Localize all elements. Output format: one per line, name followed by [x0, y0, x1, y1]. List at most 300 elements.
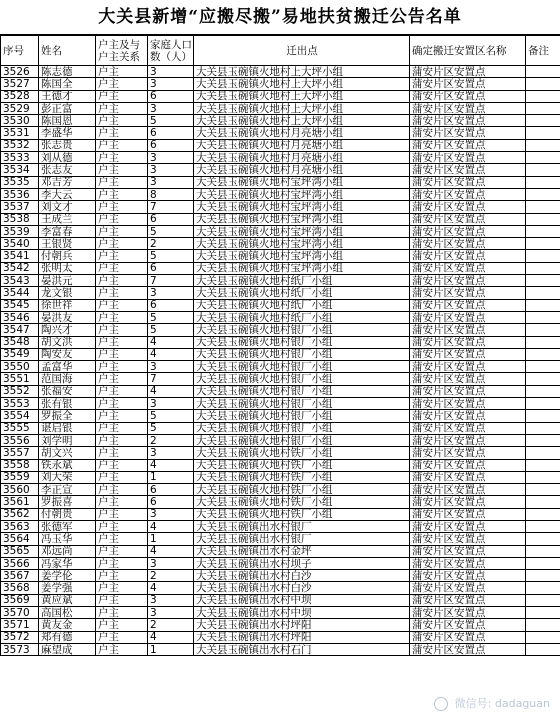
- cell-name: 孟富华: [39, 361, 96, 373]
- cell-family-size: 3: [148, 557, 194, 569]
- cell-family-size: 2: [148, 570, 194, 582]
- cell-relation: 户主: [96, 311, 148, 323]
- cell-family-size: 3: [148, 361, 194, 373]
- cell-remarks: [526, 447, 560, 459]
- cell-destination: 蒲安片区安置点: [410, 594, 526, 606]
- table-header: [1, 36, 560, 66]
- table-row: [1, 385, 560, 397]
- cell-name: 谌启银: [39, 422, 96, 434]
- table-row: [1, 594, 560, 606]
- cell-family-size: 2: [148, 238, 194, 250]
- cell-remarks: [526, 520, 560, 532]
- cell-name: 彭正富: [39, 102, 96, 114]
- cell-origin: 大关县玉碗镇火地村银厂小组: [194, 385, 410, 397]
- cell-remarks: [526, 631, 560, 643]
- cell-family-size: 6: [148, 90, 194, 102]
- cell-family-size: 4: [148, 631, 194, 643]
- cell-remarks: [526, 299, 560, 311]
- table-row: [1, 287, 560, 299]
- cell-relation: 户主: [96, 508, 148, 520]
- cell-name: 郑有德: [39, 631, 96, 643]
- table-row: [1, 348, 560, 360]
- cell-destination: 蒲安片区安置点: [410, 299, 526, 311]
- cell-family-size: 5: [148, 250, 194, 262]
- cell-remarks: [526, 311, 560, 323]
- col-header-remarks: 备注: [526, 36, 560, 66]
- cell-name: 付朝贵: [39, 508, 96, 520]
- cell-family-size: 3: [148, 398, 194, 410]
- cell-relation: 户主: [96, 336, 148, 348]
- cell-origin: 大关县玉碗镇火地村上大坪小组: [194, 90, 410, 102]
- cell-destination: 蒲安片区安置点: [410, 176, 526, 188]
- cell-relation: 户主: [96, 66, 148, 78]
- cell-destination: 蒲安片区安置点: [410, 582, 526, 594]
- cell-origin: 大关县玉碗镇火地村铁厂小组: [194, 496, 410, 508]
- cell-name: 姜学伦: [39, 570, 96, 582]
- cell-index: 3566: [1, 557, 39, 569]
- table-row: [1, 66, 560, 78]
- col-header-family-size: 家庭人口数（人）: [148, 36, 194, 66]
- cell-destination: 蒲安片区安置点: [410, 570, 526, 582]
- cell-destination: 蒲安片区安置点: [410, 348, 526, 360]
- cell-index: 3540: [1, 238, 39, 250]
- cell-index: 3528: [1, 90, 39, 102]
- cell-relation: 户主: [96, 459, 148, 471]
- cell-destination: 蒲安片区安置点: [410, 250, 526, 262]
- cell-index: 3551: [1, 373, 39, 385]
- cell-origin: 大关县玉碗镇火地村铁厂小组: [194, 459, 410, 471]
- cell-relation: 户主: [96, 102, 148, 114]
- cell-relation: 户主: [96, 631, 148, 643]
- cell-index: 3568: [1, 582, 39, 594]
- cell-name: 张有银: [39, 398, 96, 410]
- cell-remarks: [526, 533, 560, 545]
- cell-destination: 蒲安片区安置点: [410, 471, 526, 483]
- cell-destination: 蒲安片区安置点: [410, 287, 526, 299]
- cell-name: 李盛华: [39, 127, 96, 139]
- cell-origin: 大关县玉碗镇火地村银厂小组: [194, 373, 410, 385]
- table-row: [1, 201, 560, 213]
- cell-origin: 大关县玉碗镇火地村铁厂小组: [194, 447, 410, 459]
- cell-name: 李正宣: [39, 484, 96, 496]
- cell-family-size: 5: [148, 311, 194, 323]
- table-row: [1, 188, 560, 200]
- cell-remarks: [526, 361, 560, 373]
- cell-remarks: [526, 582, 560, 594]
- cell-remarks: [526, 336, 560, 348]
- cell-name: 陈国恩: [39, 115, 96, 127]
- cell-destination: 蒲安片区安置点: [410, 373, 526, 385]
- cell-relation: 户主: [96, 496, 148, 508]
- cell-index: 3549: [1, 348, 39, 360]
- cell-index: 3557: [1, 447, 39, 459]
- cell-destination: 蒲安片区安置点: [410, 102, 526, 114]
- cell-name: 王银贤: [39, 238, 96, 250]
- cell-origin: 大关县玉碗镇火地村铁厂小组: [194, 471, 410, 483]
- cell-origin: 大关县玉碗镇火地村宝坪湾小组: [194, 201, 410, 213]
- cell-family-size: 7: [148, 275, 194, 287]
- cell-origin: 大关县玉碗镇火地村上大坪小组: [194, 66, 410, 78]
- cell-name: 黄应斌: [39, 594, 96, 606]
- cell-destination: 蒲安片区安置点: [410, 336, 526, 348]
- cell-origin: 大关县玉碗镇火地村铁厂小组: [194, 484, 410, 496]
- cell-remarks: [526, 324, 560, 336]
- cell-relation: 户主: [96, 90, 148, 102]
- cell-origin: 大关县玉碗镇火地村银厂小组: [194, 324, 410, 336]
- cell-destination: 蒲安片区安置点: [410, 447, 526, 459]
- cell-remarks: [526, 594, 560, 606]
- cell-remarks: [526, 348, 560, 360]
- cell-family-size: 7: [148, 201, 194, 213]
- cell-name: 晏洪元: [39, 275, 96, 287]
- cell-name: 罗振全: [39, 410, 96, 422]
- table-row: [1, 434, 560, 446]
- col-header-index: 序号: [1, 36, 39, 66]
- table-row: [1, 373, 560, 385]
- cell-name: 黄友金: [39, 619, 96, 631]
- cell-relation: 户主: [96, 225, 148, 237]
- cell-remarks: [526, 201, 560, 213]
- cell-relation: 户主: [96, 422, 148, 434]
- cell-remarks: [526, 164, 560, 176]
- cell-index: 3556: [1, 434, 39, 446]
- watermark-text: 微信号: dadaguan: [454, 697, 550, 710]
- watermark: [434, 695, 550, 711]
- cell-destination: 蒲安片区安置点: [410, 557, 526, 569]
- cell-index: 3542: [1, 262, 39, 274]
- cell-family-size: 3: [148, 66, 194, 78]
- cell-family-size: 4: [148, 520, 194, 532]
- cell-family-size: 3: [148, 287, 194, 299]
- cell-destination: 蒲安片区安置点: [410, 631, 526, 643]
- cell-destination: 蒲安片区安置点: [410, 78, 526, 90]
- cell-origin: 大关县玉碗镇火地村宝坪湾小组: [194, 176, 410, 188]
- cell-origin: 大关县玉碗镇出水村中坝: [194, 607, 410, 619]
- cell-relation: 户主: [96, 299, 148, 311]
- cell-origin: 大关县玉碗镇出水村银厂: [194, 520, 410, 532]
- cell-destination: 蒲安片区安置点: [410, 422, 526, 434]
- cell-index: 3564: [1, 533, 39, 545]
- cell-index: 3529: [1, 102, 39, 114]
- cell-origin: 大关县玉碗镇火地村纸厂小组: [194, 311, 410, 323]
- table-row: [1, 422, 560, 434]
- table-row: [1, 311, 560, 323]
- col-header-origin: 迁出点: [194, 36, 410, 66]
- table-row: [1, 496, 560, 508]
- cell-relation: 户主: [96, 619, 148, 631]
- cell-relation: 户主: [96, 398, 148, 410]
- cell-origin: 大关县玉碗镇火地村纸厂小组: [194, 275, 410, 287]
- cell-index: 3554: [1, 410, 39, 422]
- cell-index: 3548: [1, 336, 39, 348]
- table-row: [1, 225, 560, 237]
- cell-remarks: [526, 496, 560, 508]
- cell-destination: 蒲安片区安置点: [410, 607, 526, 619]
- table-row: [1, 152, 560, 164]
- cell-name: 高国松: [39, 607, 96, 619]
- cell-remarks: [526, 471, 560, 483]
- cell-origin: 大关县玉碗镇火地村银厂小组: [194, 336, 410, 348]
- cell-name: 付朝兵: [39, 250, 96, 262]
- table-row: [1, 102, 560, 114]
- cell-name: 刘大荣: [39, 471, 96, 483]
- cell-remarks: [526, 213, 560, 225]
- cell-origin: 大关县玉碗镇火地村纸厂小组: [194, 287, 410, 299]
- col-header-relation: 户主及与户主关系: [96, 36, 148, 66]
- cell-origin: 大关县玉碗镇火地村铁厂小组: [194, 508, 410, 520]
- cell-index: 3535: [1, 176, 39, 188]
- cell-name: 邓吉芳: [39, 176, 96, 188]
- cell-index: 3532: [1, 139, 39, 151]
- cell-index: 3569: [1, 594, 39, 606]
- cell-family-size: 6: [148, 139, 194, 151]
- cell-destination: 蒲安片区安置点: [410, 90, 526, 102]
- cell-relation: 户主: [96, 361, 148, 373]
- table-row: [1, 78, 560, 90]
- cell-name: 张志贵: [39, 139, 96, 151]
- cell-relation: 户主: [96, 78, 148, 90]
- cell-destination: 蒲安片区安置点: [410, 275, 526, 287]
- cell-origin: 大关县玉碗镇火地村宝坪湾小组: [194, 262, 410, 274]
- cell-family-size: 6: [148, 262, 194, 274]
- cell-family-size: 4: [148, 336, 194, 348]
- table-row: [1, 582, 560, 594]
- cell-relation: 户主: [96, 434, 148, 446]
- cell-relation: 户主: [96, 607, 148, 619]
- table-row: [1, 643, 560, 655]
- cell-index: 3552: [1, 385, 39, 397]
- cell-origin: 大关县玉碗镇火地村月亮塘小组: [194, 127, 410, 139]
- page-title: 大关县新增“应搬尽搬”易地扶贫搬迁公告名单: [0, 0, 560, 35]
- cell-family-size: 7: [148, 373, 194, 385]
- cell-remarks: [526, 127, 560, 139]
- cell-name: 冯玉华: [39, 533, 96, 545]
- table-row: [1, 299, 560, 311]
- cell-origin: 大关县玉碗镇火地村宝坪湾小组: [194, 250, 410, 262]
- table-row: [1, 471, 560, 483]
- cell-family-size: 6: [148, 213, 194, 225]
- cell-name: 范国海: [39, 373, 96, 385]
- table-row: [1, 570, 560, 582]
- cell-index: 3567: [1, 570, 39, 582]
- table-row: [1, 459, 560, 471]
- cell-destination: 蒲安片区安置点: [410, 459, 526, 471]
- cell-origin: 大关县玉碗镇火地村上大坪小组: [194, 102, 410, 114]
- table-row: [1, 533, 560, 545]
- cell-name: 刘从德: [39, 152, 96, 164]
- cell-name: 罗振喜: [39, 496, 96, 508]
- table-row: [1, 127, 560, 139]
- cell-remarks: [526, 188, 560, 200]
- table-row: [1, 90, 560, 102]
- cell-relation: 户主: [96, 115, 148, 127]
- cell-name: 张福安: [39, 385, 96, 397]
- cell-relation: 户主: [96, 213, 148, 225]
- cell-family-size: 4: [148, 459, 194, 471]
- cell-index: 3553: [1, 398, 39, 410]
- cell-index: 3545: [1, 299, 39, 311]
- cell-index: 3536: [1, 188, 39, 200]
- cell-remarks: [526, 607, 560, 619]
- cell-destination: 蒲安片区安置点: [410, 164, 526, 176]
- cell-remarks: [526, 225, 560, 237]
- cell-index: 3534: [1, 164, 39, 176]
- cell-name: 姜学强: [39, 582, 96, 594]
- cell-relation: 户主: [96, 545, 148, 557]
- cell-remarks: [526, 434, 560, 446]
- cell-destination: 蒲安片区安置点: [410, 434, 526, 446]
- cell-name: 陶安友: [39, 348, 96, 360]
- cell-relation: 户主: [96, 238, 148, 250]
- cell-origin: 大关县玉碗镇火地村银厂小组: [194, 434, 410, 446]
- cell-origin: 大关县玉碗镇火地村月亮塘小组: [194, 152, 410, 164]
- cell-remarks: [526, 385, 560, 397]
- cell-name: 张明太: [39, 262, 96, 274]
- cell-origin: 大关县玉碗镇火地村宝坪湾小组: [194, 188, 410, 200]
- cell-destination: 蒲安片区安置点: [410, 496, 526, 508]
- cell-relation: 户主: [96, 410, 148, 422]
- table-row: [1, 520, 560, 532]
- cell-remarks: [526, 66, 560, 78]
- cell-origin: 大关县玉碗镇出水村坪阳: [194, 619, 410, 631]
- cell-index: 3546: [1, 311, 39, 323]
- cell-destination: 蒲安片区安置点: [410, 361, 526, 373]
- cell-destination: 蒲安片区安置点: [410, 213, 526, 225]
- cell-family-size: 3: [148, 447, 194, 459]
- cell-relation: 户主: [96, 348, 148, 360]
- cell-index: 3559: [1, 471, 39, 483]
- cell-destination: 蒲安片区安置点: [410, 115, 526, 127]
- cell-index: 3555: [1, 422, 39, 434]
- cell-family-size: 2: [148, 434, 194, 446]
- cell-name: 龙文银: [39, 287, 96, 299]
- table-row: [1, 164, 560, 176]
- cell-name: 铁永斌: [39, 459, 96, 471]
- cell-index: 3558: [1, 459, 39, 471]
- wechat-icon: [434, 697, 448, 711]
- cell-index: 3537: [1, 201, 39, 213]
- table-row: [1, 557, 560, 569]
- cell-remarks: [526, 139, 560, 151]
- cell-destination: 蒲安片区安置点: [410, 324, 526, 336]
- cell-destination: 蒲安片区安置点: [410, 410, 526, 422]
- cell-family-size: 4: [148, 545, 194, 557]
- cell-index: 3530: [1, 115, 39, 127]
- cell-remarks: [526, 275, 560, 287]
- table-row: [1, 238, 560, 250]
- cell-name: 邓远尚: [39, 545, 96, 557]
- cell-destination: 蒲安片区安置点: [410, 533, 526, 545]
- cell-relation: 户主: [96, 139, 148, 151]
- cell-index: 3560: [1, 484, 39, 496]
- cell-family-size: 5: [148, 115, 194, 127]
- cell-remarks: [526, 152, 560, 164]
- cell-remarks: [526, 545, 560, 557]
- table-row: [1, 361, 560, 373]
- cell-family-size: 5: [148, 410, 194, 422]
- cell-remarks: [526, 484, 560, 496]
- cell-remarks: [526, 398, 560, 410]
- cell-origin: 大关县玉碗镇火地村宝坪湾小组: [194, 225, 410, 237]
- cell-origin: 大关县玉碗镇火地村上大坪小组: [194, 115, 410, 127]
- cell-family-size: 1: [148, 533, 194, 545]
- cell-destination: 蒲安片区安置点: [410, 201, 526, 213]
- cell-family-size: 2: [148, 619, 194, 631]
- cell-origin: 大关县玉碗镇出水村白沙: [194, 570, 410, 582]
- cell-relation: 户主: [96, 582, 148, 594]
- cell-destination: 蒲安片区安置点: [410, 643, 526, 655]
- cell-remarks: [526, 373, 560, 385]
- cell-relation: 户主: [96, 164, 148, 176]
- cell-origin: 大关县玉碗镇火地村月亮塘小组: [194, 139, 410, 151]
- cell-destination: 蒲安片区安置点: [410, 545, 526, 557]
- cell-remarks: [526, 508, 560, 520]
- col-header-destination: 确定搬迁安置区名称: [410, 36, 526, 66]
- cell-destination: 蒲安片区安置点: [410, 139, 526, 151]
- cell-family-size: 4: [148, 582, 194, 594]
- cell-destination: 蒲安片区安置点: [410, 225, 526, 237]
- cell-relation: 户主: [96, 250, 148, 262]
- cell-relation: 户主: [96, 643, 148, 655]
- cell-relation: 户主: [96, 447, 148, 459]
- cell-origin: 大关县玉碗镇出水村石门: [194, 643, 410, 655]
- cell-relation: 户主: [96, 275, 148, 287]
- cell-remarks: [526, 250, 560, 262]
- table-row: [1, 545, 560, 557]
- cell-index: 3533: [1, 152, 39, 164]
- cell-remarks: [526, 176, 560, 188]
- cell-relation: 户主: [96, 373, 148, 385]
- cell-origin: 大关县玉碗镇火地村银厂小组: [194, 410, 410, 422]
- cell-relation: 户主: [96, 570, 148, 582]
- cell-origin: 大关县玉碗镇火地村宝坪湾小组: [194, 238, 410, 250]
- cell-origin: 大关县玉碗镇出水村坪阳: [194, 631, 410, 643]
- cell-name: 李富春: [39, 225, 96, 237]
- table-row: [1, 262, 560, 274]
- table-row: [1, 619, 560, 631]
- cell-remarks: [526, 102, 560, 114]
- cell-relation: 户主: [96, 287, 148, 299]
- cell-destination: 蒲安片区安置点: [410, 398, 526, 410]
- cell-family-size: 6: [148, 299, 194, 311]
- cell-origin: 大关县玉碗镇出水村银厂: [194, 533, 410, 545]
- cell-remarks: [526, 262, 560, 274]
- cell-relation: 户主: [96, 385, 148, 397]
- cell-index: 3563: [1, 520, 39, 532]
- cell-name: 刘文才: [39, 201, 96, 213]
- table-row: [1, 115, 560, 127]
- cell-origin: 大关县玉碗镇火地村上大坪小组: [194, 78, 410, 90]
- cell-family-size: 6: [148, 484, 194, 496]
- cell-remarks: [526, 643, 560, 655]
- cell-index: 3565: [1, 545, 39, 557]
- cell-index: 3526: [1, 66, 39, 78]
- cell-origin: 大关县玉碗镇火地村银厂小组: [194, 422, 410, 434]
- cell-relation: 户主: [96, 262, 148, 274]
- table-row: [1, 508, 560, 520]
- cell-name: 陈国全: [39, 78, 96, 90]
- cell-origin: 大关县玉碗镇出水村白沙: [194, 582, 410, 594]
- cell-origin: 大关县玉碗镇火地村宝坪湾小组: [194, 213, 410, 225]
- cell-name: 冯家华: [39, 557, 96, 569]
- cell-index: 3571: [1, 619, 39, 631]
- cell-destination: 蒲安片区安置点: [410, 520, 526, 532]
- table-row: [1, 275, 560, 287]
- cell-name: 陈志德: [39, 66, 96, 78]
- cell-index: 3561: [1, 496, 39, 508]
- cell-relation: 户主: [96, 188, 148, 200]
- cell-name: 王德才: [39, 90, 96, 102]
